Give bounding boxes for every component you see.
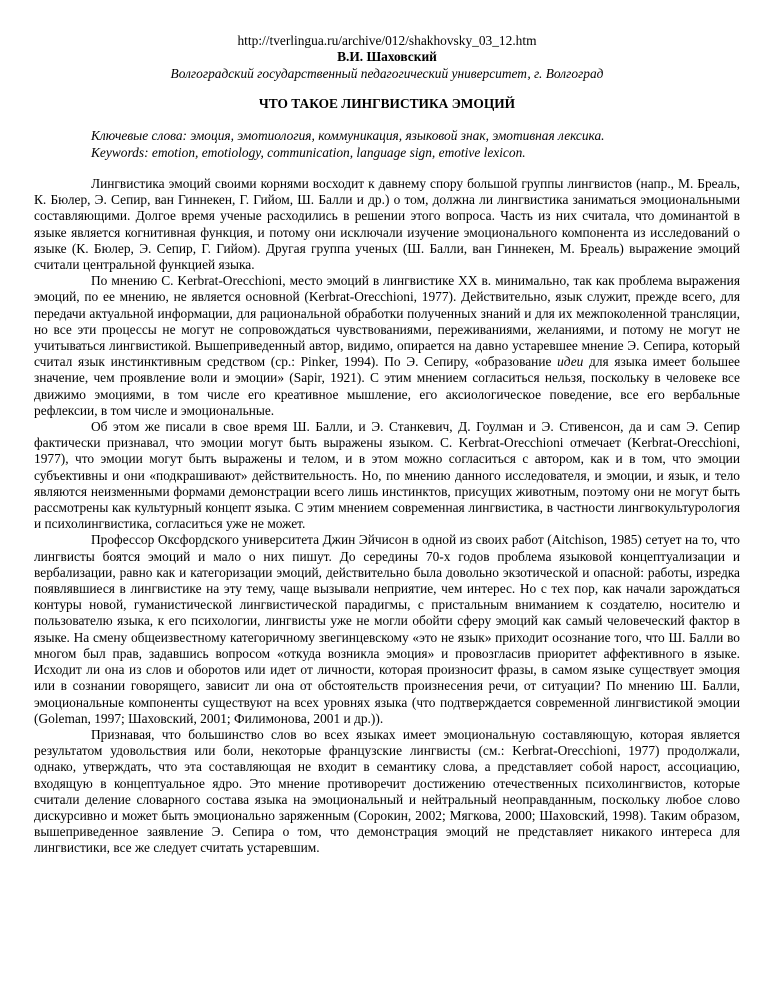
body-paragraph-5: Признавая, что большинство слов во всех языках имеет эмоциональную составляющую, которая является результатом удовольствия или боли, некоторые французские лингвисты (см.: Kerbrat-Orecchioni, 1977) продолжали, однако, утверждать, что эта составляющая не входит в семантику слова, а представляет собой нарост, ассоциацию, входящую в концептуальное ядро. Это мнение противоречит достижению отечественных психолингвистов, которые считали деление словарного состава языка на эмоциональный и нейтральный неоправданным, поскольку любое слово дискурсивно и может быть эмоционально заряженным (Сорокин, 2002; Мягкова, 2000; Шаховский, 1998). Таким образом, вышеприведенное заявление Э. Сепира о том, что демонстрация эмоций не представляет никакого интереса для лингвистики, все же следует считать устаревшим. <box>34 726 740 856</box>
body-paragraph-3: Об этом же писали в свое время Ш. Балли, и Э. Станкевич, Д. Гоулман и Э. Стивенсон, да и сам Э. Сепир фактически признавал, что эмоции могут быть выражены языком. C. Kerbrat-Orecchioni отмечает (Kerbrat-Orecchioni, 1977), что эмоции могут быть выражены и телом, и в этом можно согласиться с автором, как и в том, что эмоции субъективны и они «подкрашивают» действительность. Но, по мнению данного исследователя, и эмоции, и язык, и тело являются неизменными формами демонстрации всего лишь инстинктов, присущих животным, поэтому они не могут быть рассмотрены как культурный концепт языка. С этим мнением современная лингвистика, в частности лингвокультурология и психолингвистика, согласиться уже не может. <box>34 419 740 532</box>
article-title: ЧТО ТАКОЕ ЛИНГВИСТИКА ЭМОЦИЙ <box>258 96 516 111</box>
body-paragraph-2-text-b: для языка имеет большее значение, чем проявление воли и эмоции» (Sapir, 1921). С этим мнением согласиться нельзя, поскольку в человеке все движимо эмоциями, в том числе его креативное мышление, его аксиологическое поведение, все его вербальные рефлексии, в том числе и эмоциональные. <box>34 354 740 418</box>
body-paragraph-1: Лингвистика эмоций своими корнями восходит к давнему спору большой группы лингвистов (напр., М. Бреаль, К. Бюлер, Э. Сепир, ван Гиннекен, Г. Гийом, Ш. Балли и др.) о том, должна ли лингвистика заниматься эмоциональными составляющими. Долгое время ученые расходились в решении этого вопроса. Часть из них считала, что доминантой в языке является когнитивная функция, и потому они исключали изучение эмоционального компонента из исследований о языке (К. Бюлер, Э. Сепир, Г. Гийом). Другая группа ученых (Ш. Балли, ван Гиннекен, М. Бреаль) выражение эмоций считали центральной функцией языка. <box>34 176 740 273</box>
keywords-ru: Ключевые слова: эмоция, эмотиология, коммуникация, языковой знак, эмотивная лексика. <box>91 128 605 143</box>
source-url[interactable]: http://tverlingua.ru/archive/012/shakhovsky_03_12.htm <box>237 33 537 48</box>
document-page <box>34 33 740 857</box>
author-affiliation: Волгоградский государственный педагогический университет, г. Волгоград <box>170 66 604 81</box>
keywords-en: Keywords: emotion, emotiology, communication, language sign, emotive lexicon. <box>91 145 526 160</box>
body-paragraph-2-text-a: По мнению C. Kerbrat-Orecchioni, место эмоций в лингвистике XX в. минимально, так как проблема выражения эмоций, по ее мнению, не является основной (Kerbrat-Orecchioni, 1977). Действительно, язык служит, прежде всего, для передачи актуальной информации, для рациональной обработки полученных знаний и для их межпоколенной трансляции, но все эти процессы не могут не сопровождаться чувствованиями, переживаниями, желаниями, и потому не могут не учитываться лингвистикой. Вышеприведенный автор, видимо, опирается на давно устаревшее мнение Э. Сепира, который считал язык инстинктивным средством (ср.: Pinker, 1994). По Э. Сепиру, «образование <box>34 273 740 370</box>
body-paragraph-2 <box>34 273 740 419</box>
emphasis-idei: идеи <box>557 354 584 370</box>
author-name: В.И. Шаховский <box>337 49 437 64</box>
keywords-block <box>34 127 740 161</box>
body-paragraph-4: Профессор Оксфордского университета Джин Эйчисон в одной из своих работ (Aitchison, 1985) сетует на то, что лингвисты боятся эмоций и мало о них пишут. До середины 70-х годов проблема языковой концептуализации и вербализации, равно как и категоризации эмоций, действительно была довольно экзотической и опасной: работы, изредка появлявшиеся в лингвистике на эту тему, чаще вызывали неприятие, чем интерес. Но с тех пор, как начали зарождаться контуры новой, гуманистической лингвистической парадигмы, с пристальным вниманием к создателю, носителю и пользователю языка, к его психологии, лингвисты уже не могли обойти сферу эмоций как самый человеческий фактор в языке. На смену общеизвестному категоричному звегинцевскому «это не язык» приходит осознание того, что Ш. Балли во многом был прав, задавшись вопросом «откуда возникла эмоция» и провозгласив приоритет аффективного в языке. Исходит ли она из слов и оборотов или идет от личности, которая произносит фразы, в самом языке существует эмоция или в сознании говорящего, зависит ли она от обстоятельств произнесения речи, от ситуации? По мнению Ш. Балли, эмоциональные компоненты существуют на всех уровнях языка (что подтверждается современной лингвистикой эмоции (Goleman, 1997; Шаховский, 2001; Филимонова, 2001 и др.)). <box>34 532 740 726</box>
